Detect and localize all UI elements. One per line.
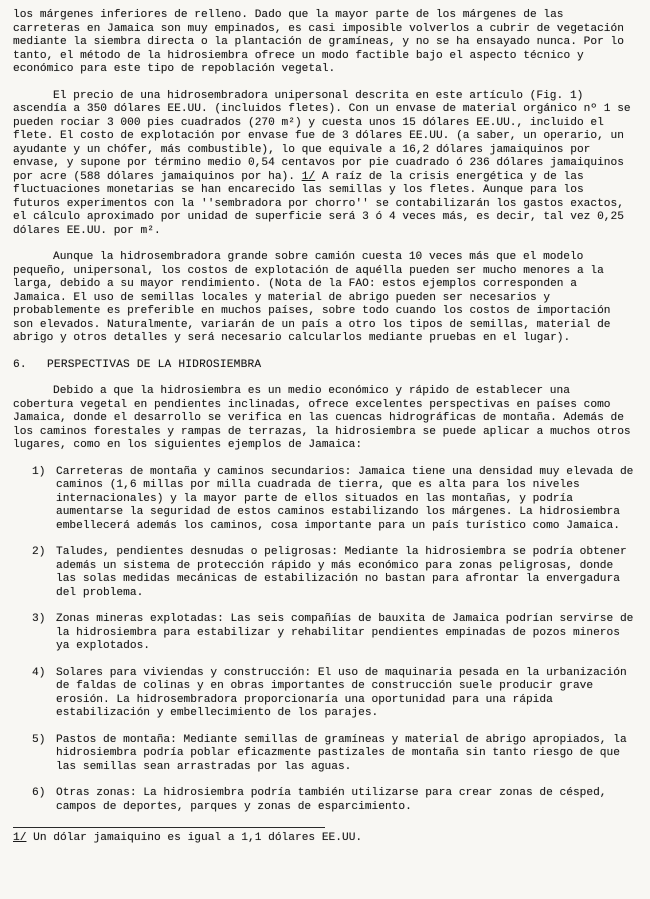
section-title: PERSPECTIVAS DE LA HIDROSIEMBRA bbox=[47, 358, 262, 371]
list-item-6-marker: 6) bbox=[32, 787, 46, 799]
list-item-1-marker: 1) bbox=[32, 465, 46, 478]
list-item-1 bbox=[32, 466, 637, 534]
list-item-4-marker: 4) bbox=[32, 666, 46, 679]
list-item-2-marker: 2) bbox=[32, 546, 46, 558]
footnote bbox=[13, 832, 637, 846]
paragraph-1: los márgenes inferiores de relleno. Dado que la mayor parte de los márgenes de las carreteras en Jamaica son muy empinados, es casi imposible volverlos a cubrir de vegetación mediante la siembra directa o la plantación de gramíneas, y no se ha ensayado nunca. Por lo tanto, el método de la hidrosiembra ofrece un modo factible bajo el aspecto técnico y económico para este tipo de repoblación vegetal. bbox=[13, 9, 624, 75]
list-item-1-text: Carreteras de montaña y caminos secundarios: Jamaica tiene una densidad muy elevada de caminos (1,6 millas por milla cuadrada de tierra, que es alta para los niveles internacionales) y la mayor parte de ellos situados en las montañas, y podría aumentarse la seguridad de estos caminos estabilizando los márgenes. La hidrosiembra embellecerá además los caminos, cosa importante para un país turístico como Jamaica. bbox=[56, 465, 634, 532]
list-item-5-text: Pastos de montaña: Mediante semillas de gramíneas y material de abrigo apropiados, la hidrosiembra podría poblar eficazmente pastizales de montaña sin tanto riesgo de que las semillas sean arrastradas por las aguas. bbox=[56, 733, 627, 773]
paragraph-2 bbox=[13, 90, 637, 239]
section-heading bbox=[13, 359, 637, 373]
list-item-2-text: Taludes, pendientes desnudas o peligrosas: Mediante la hidrosiembra se podría obtener además un sistema de protección rápido y más económico para zonas peligrosas, donde las solas medidas mecánicas de estabilización no bastan para afrontar la envergadura del problema. bbox=[56, 546, 627, 599]
footnote-marker: 1/ bbox=[13, 832, 27, 844]
paragraph-4: Debido a que la hidrosiembra es un medio económico y rápido de establecer una cobertura vegetal en pendientes inclinadas, ofrece excelentes perspectivas en países como Jamaica, donde el desarrollo se verifica en las cuencas hidrográficas de montaña. Además de los caminos forestales y rampas de terrazas, la hidrosiembra se puede aplicar a muchos otros lugares, como en los siguientes ejemplos de Jamaica: bbox=[13, 385, 631, 451]
list-item-2 bbox=[32, 546, 637, 600]
footnote-divider bbox=[13, 827, 325, 828]
list-item-5 bbox=[32, 734, 637, 775]
list-item-6 bbox=[32, 787, 637, 814]
footnote-reference: 1/ bbox=[301, 170, 316, 183]
paragraph-3: Aunque la hidrosembradora grande sobre camión cuesta 10 veces más que el modelo pequeño, unipersonal, los costos de explotación de aquélla pueden ser mucho menores a la larga, debido a su mayor rendimiento. (Nota de la FAO: estos ejemplos corresponden a Jamaica. El uso de semillas locales y material de abrigo pueden ser necesarios y probablemente es preferible en muchos países, sobre todo cuando los costos de importación son elevados. Naturalmente, variarán de un país a otro los tipos de semillas, material de abrigo y otros detalles y será necesario calcularlos mediante pruebas en el lugar). bbox=[13, 251, 611, 344]
paragraph-2-text: El precio de una hidrosembradora unipersonal descrita en este artículo (Fig. 1) ascendía a 350 dólares EE.UU. (incluidos fletes). Con un envase de material orgánico nº 1 se pueden rociar 3 000 pies cuadrados (270 m²) y cuesta unos 15 dólares EE.UU., incluido el flete. El costo de explotación por envase fue de 3 dólares EE.UU. (a saber, un operario, un ayudante y un chófer, más combustible), lo que equivale a 16,2 dólares jamaiquinos por envase, y supone por término medio 0,54 centavos por pie cuadrado ó 236 dólares jamaiquinos por acre (588 dólares jamaiquinos por ha). bbox=[13, 89, 631, 183]
footnote-text: Un dólar jamaiquino es igual a 1,1 dólares EE.UU. bbox=[33, 832, 363, 844]
numbered-list bbox=[13, 466, 637, 815]
list-item-4 bbox=[32, 667, 637, 721]
paragraph-2-text-cont: A raíz de la crisis energética y de las fluctuaciones monetarias se han encarecido las semillas y los fletes. Aunque para los futuros experimentos con la ''sembradora por chorro'' se contabilizarán los gastos exactos, el cálculo aproximado por unidad de superficie será 3 ó 4 veces más, es decir, tal vez 0,25 dólares EE.UU. por m². bbox=[13, 170, 624, 237]
list-item-4-text: Solares para viviendas y construcción: El uso de maquinaria pesada en la urbanización de faldas de colinas y en obras importantes de construcción suele producir grave erosión. La hidrosembradora proporcionaría una oportunidad para una rápida estabilización y embellecimiento de los parajes. bbox=[56, 666, 627, 719]
list-item-3-marker: 3) bbox=[32, 613, 46, 625]
list-item-3-text: Zonas mineras explotadas: Las seis compañías de bauxita de Jamaica podrían servirse de la hidrosiembra para estabilizar y rehabilitar pendientes empinadas de pozos mineros ya explotados. bbox=[56, 613, 634, 652]
list-item-5-marker: 5) bbox=[32, 733, 46, 746]
list-item-6-text: Otras zonas: La hidrosiembra podría también utilizarse para crear zonas de césped, campos de deportes, parques y zonas de esparcimiento. bbox=[56, 787, 607, 813]
section-number: 6. bbox=[13, 358, 27, 371]
list-item-3 bbox=[32, 613, 637, 654]
